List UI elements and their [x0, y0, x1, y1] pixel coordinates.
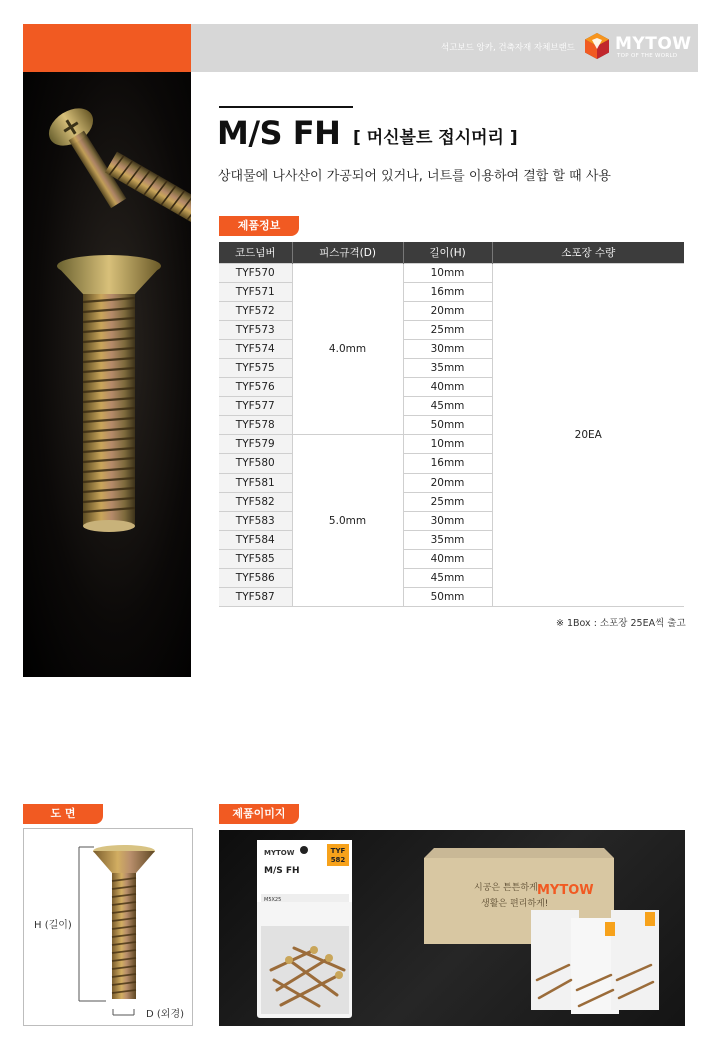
diameter-cell: 5.0mm [292, 435, 403, 607]
product-description: 상대물에 나사산이 가공되어 있거나, 너트를 이용하여 결합 할 때 사용 [218, 169, 611, 184]
length-cell: 10mm [403, 435, 492, 454]
product-photo [23, 72, 191, 677]
column-header-code: 코드넘버 [219, 242, 292, 263]
package-product: M/S FH [264, 866, 300, 876]
code-cell: TYF586 [219, 569, 292, 588]
product-image-label: 제품이미지 [219, 804, 299, 824]
code-cell: TYF574 [219, 339, 292, 358]
code-cell: TYF585 [219, 549, 292, 568]
package-code-number: 582 [330, 856, 346, 864]
length-cell: 25mm [403, 492, 492, 511]
package-brand: MYTOW [264, 849, 295, 857]
length-cell: 10mm [403, 263, 492, 282]
diameter-cell: 4.0mm [292, 263, 403, 435]
length-cell: 45mm [403, 569, 492, 588]
header-accent-block [23, 24, 191, 72]
brand-cube-icon [583, 32, 611, 60]
length-cell: 45mm [403, 397, 492, 416]
code-cell: TYF581 [219, 473, 292, 492]
length-cell: 50mm [403, 588, 492, 607]
quantity-cell: 20EA [492, 263, 684, 607]
length-cell: 40mm [403, 378, 492, 397]
code-cell: TYF578 [219, 416, 292, 435]
column-header-quantity: 소포장 수량 [492, 242, 684, 263]
spec-table-body [219, 263, 684, 607]
length-cell: 50mm [403, 416, 492, 435]
title-rule [219, 106, 353, 108]
brand-name: MYTOW [615, 34, 692, 54]
drawing-label: 도 면 [23, 804, 103, 824]
brand-slogan: TOP OF THE WORLD [617, 53, 678, 59]
brand-logo [583, 30, 693, 66]
package-photo [219, 830, 685, 1026]
code-cell: TYF571 [219, 282, 292, 301]
package-card [257, 840, 352, 1018]
length-cell: 20mm [403, 301, 492, 320]
length-cell: 30mm [403, 511, 492, 530]
length-cell: 40mm [403, 549, 492, 568]
length-cell: 16mm [403, 282, 492, 301]
code-cell: TYF575 [219, 358, 292, 377]
length-cell: 35mm [403, 358, 492, 377]
length-dimension-label: H (길이) [34, 920, 72, 931]
code-cell: TYF583 [219, 511, 292, 530]
box-slogan-line1: 시공은 튼튼하게, [474, 883, 541, 893]
code-cell: TYF582 [219, 492, 292, 511]
product-subtitle: [ 머신볼트 접시머리 ] [353, 128, 518, 148]
box-brand: MYTOW [537, 883, 594, 898]
code-cell: TYF579 [219, 435, 292, 454]
code-cell: TYF572 [219, 301, 292, 320]
code-cell: TYF577 [219, 397, 292, 416]
length-cell: 35mm [403, 530, 492, 549]
diameter-dimension-label: D (외경) [146, 1009, 185, 1020]
code-cell: TYF573 [219, 320, 292, 339]
length-cell: 25mm [403, 320, 492, 339]
box-note: ※ 1Box : 소포장 25EA씩 출고 [556, 618, 686, 629]
length-cell: 16mm [403, 454, 492, 473]
package-group [531, 910, 659, 1014]
product-info-label: 제품정보 [219, 216, 299, 236]
header-tagline: 석고보드 앙카, 건축자재 자체브랜드 [441, 43, 575, 53]
code-cell: TYF587 [219, 588, 292, 607]
spec-table-header-row [219, 242, 684, 263]
box-slogan-line2: 생활은 편리하게! [481, 899, 549, 909]
product-image-panel [219, 830, 685, 1026]
length-cell: 30mm [403, 339, 492, 358]
spec-table [219, 242, 684, 607]
code-cell: TYF576 [219, 378, 292, 397]
product-title: M/S FH [217, 114, 341, 152]
code-cell: TYF580 [219, 454, 292, 473]
column-header-length: 길이(H) [403, 242, 492, 263]
column-header-diameter: 피스규격(D) [292, 242, 403, 263]
bolt-photo-illustration [23, 72, 191, 677]
table-row [219, 263, 684, 282]
code-cell: TYF570 [219, 263, 292, 282]
code-cell: TYF584 [219, 530, 292, 549]
length-cell: 20mm [403, 473, 492, 492]
package-code-prefix: TYF [330, 847, 346, 855]
package-size: M5X25 [264, 897, 282, 903]
